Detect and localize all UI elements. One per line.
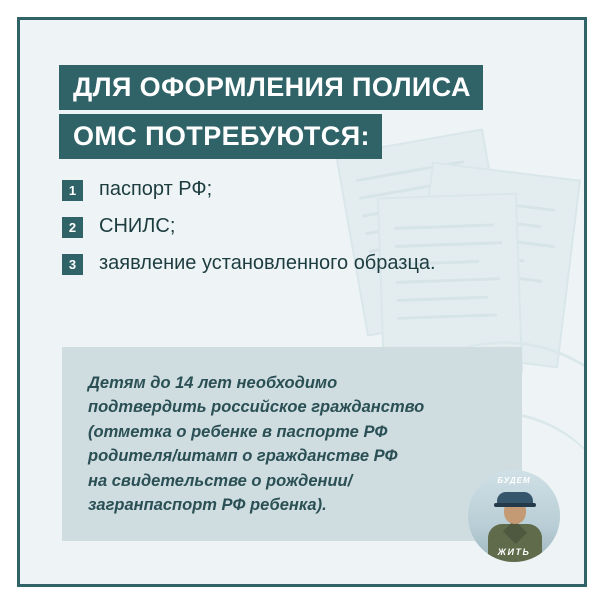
note-line: загранпаспорт РФ ребенка). bbox=[88, 496, 327, 515]
requirements-list bbox=[62, 177, 562, 288]
page-title-line-1: ДЛЯ ОФОРМЛЕНИЯ ПОЛИСА bbox=[59, 65, 483, 110]
badge-text-bottom: ЖИТЬ bbox=[497, 547, 531, 557]
note-line: подтвердить российское гражданство bbox=[88, 398, 425, 417]
soldier-cap-icon bbox=[497, 492, 533, 506]
note-box bbox=[62, 347, 522, 541]
list-item bbox=[62, 214, 562, 239]
note-line: (отметка о ребенке в паспорте РФ bbox=[88, 422, 388, 441]
badge-circle bbox=[468, 470, 560, 562]
badge-text-top: БУДЕМ bbox=[497, 476, 531, 485]
list-item-number: 1 bbox=[62, 180, 83, 201]
page-title bbox=[59, 65, 539, 163]
list-item-label: заявление установленного образца. bbox=[99, 252, 436, 274]
list-item bbox=[62, 251, 562, 276]
list-item-number: 3 bbox=[62, 254, 83, 275]
note-line: на свидетельстве о рождении/ bbox=[88, 471, 353, 490]
page-title-line-2: ОМС ПОТРЕБУЮТСЯ: bbox=[59, 114, 382, 159]
list-item bbox=[62, 177, 562, 202]
list-item-number: 2 bbox=[62, 217, 83, 238]
note-line: Детям до 14 лет необходимо bbox=[88, 374, 338, 392]
list-item-label: паспорт РФ; bbox=[99, 178, 213, 200]
poster-frame bbox=[17, 17, 587, 587]
list-item-label: СНИЛС; bbox=[99, 215, 176, 237]
будем-жить-logo bbox=[468, 470, 560, 562]
note-line: родителя/штамп о гражданстве РФ bbox=[88, 447, 398, 466]
